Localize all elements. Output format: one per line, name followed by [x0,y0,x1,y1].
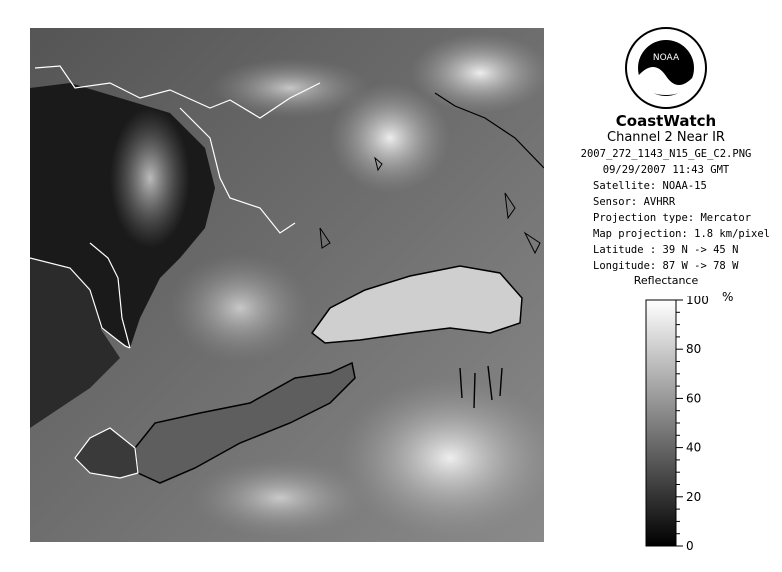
tick-label: 40 [686,440,702,455]
logo-text: NOAA [652,53,680,63]
longitude: Longitude: 87 W -> 78 W [593,260,739,272]
legend-unit: % [722,290,734,304]
sensor: Sensor: AVHRR [593,196,676,208]
info-panel [560,22,772,567]
satellite-image-panel [30,28,544,542]
satellite-map [30,28,544,542]
tick-label: 20 [686,489,702,504]
tick-label: 60 [686,391,702,406]
reflectance-colorbar [642,296,742,556]
channel-label: Channel 2 Near IR [607,130,725,145]
colorbar-svg [642,296,742,552]
filename: 2007_272_1143_N15_GE_C2.PNG [580,148,752,160]
cloud [110,108,190,248]
tick-label: 80 [686,342,702,357]
map-projection: Map projection: 1.8 km/pixel [593,228,771,240]
tick-label: 0 [686,539,694,552]
datetime: 09/29/2007 11:43 GMT [602,164,730,176]
cloud [190,458,370,538]
legend-title: Reflectance [633,274,699,287]
satellite: Satellite: NOAA-15 [593,180,707,192]
noaa-logo [624,26,708,110]
latitude: Latitude : 39 N -> 45 N [593,244,739,256]
projection-type: Projection type: Mercator [593,212,752,224]
cloud [170,253,310,363]
cloud [210,58,370,118]
tick-label: 100 [686,296,709,307]
colorbar-gradient [646,300,676,546]
brand-title: CoastWatch [615,112,717,130]
colorbar-ticks [676,296,709,552]
